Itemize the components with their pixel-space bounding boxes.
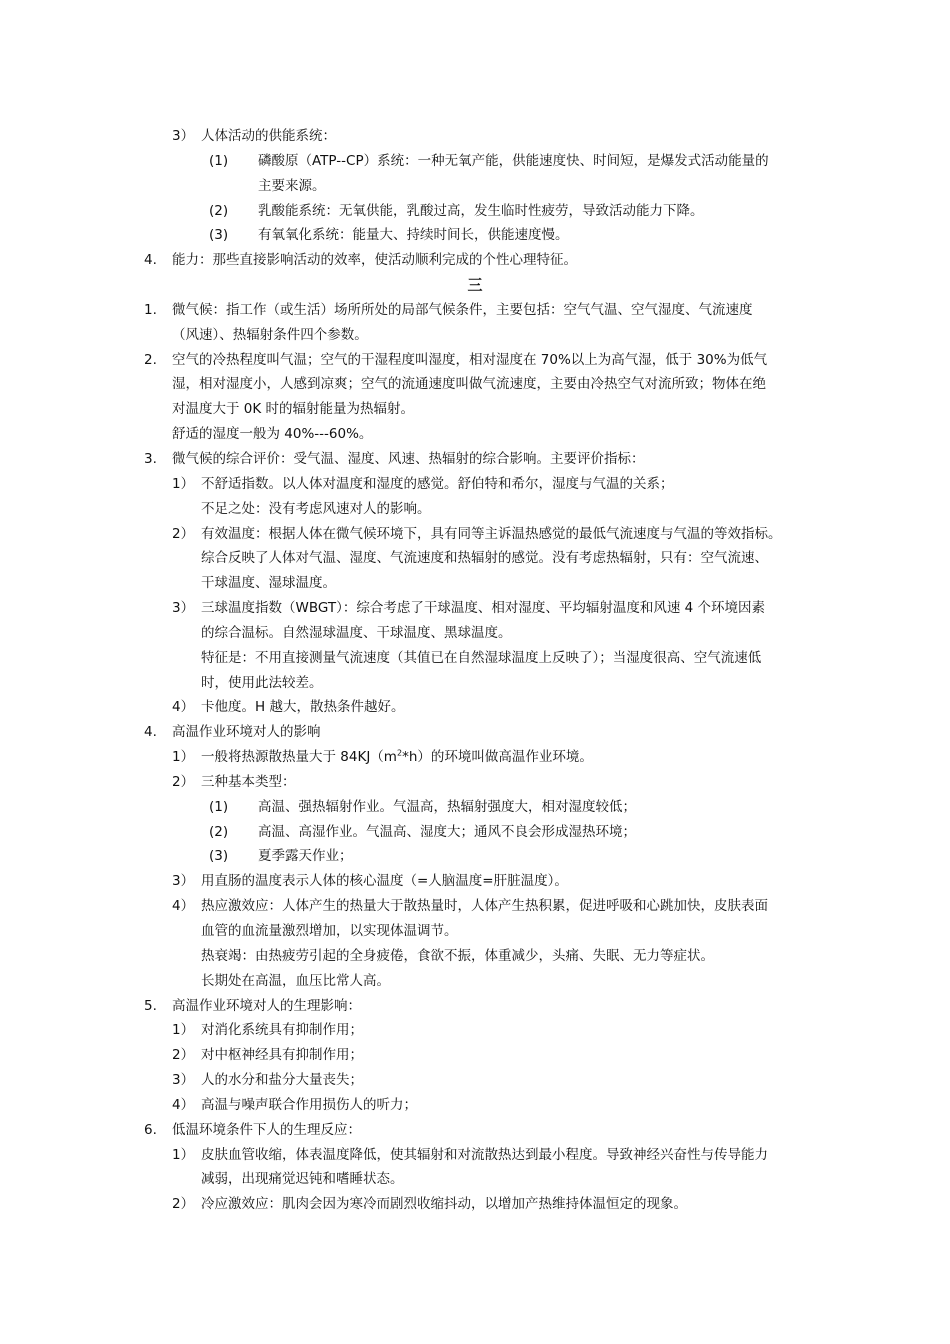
line-text: [201, 1068, 363, 1093]
line-text: [172, 1118, 361, 1143]
section-heading: [0, 273, 950, 298]
line-text-main: 卡他度。H 越大，散热条件越好。: [201, 699, 405, 716]
list-marker: 1.: [144, 301, 157, 318]
list-marker: 1）: [172, 749, 195, 766]
line-text: [172, 397, 414, 422]
line-text: [201, 546, 768, 571]
line-text: [172, 372, 766, 397]
line-text: [201, 1167, 404, 1192]
list-marker: 6.: [144, 1121, 157, 1138]
line-text-main: 高温作业环境对人的生理影响：: [172, 997, 361, 1014]
text-line: [0, 1093, 950, 1118]
list-marker: 2）: [172, 773, 195, 790]
line-text: [172, 720, 321, 745]
superscript: 2: [396, 748, 403, 758]
list-marker: 3）: [172, 873, 195, 890]
list-marker: 4）: [172, 699, 195, 716]
text-line: [0, 844, 950, 869]
text-line: [0, 1018, 950, 1043]
line-text: [258, 149, 769, 174]
text-line: [0, 969, 950, 994]
text-line: [0, 422, 950, 447]
line-text: [172, 447, 645, 472]
line-text-main: 冷应激效应：肌肉会因为寒冷而剧烈收缩抖动，以增加产热维持体温恒定的现象。: [201, 1196, 687, 1213]
line-text-main: 热应激效应：人体产生的热量大于散热量时，人体产生热积累，促进呼吸和心跳加快，皮肤表面: [201, 898, 768, 915]
line-text: [201, 1093, 417, 1118]
text-line: [0, 745, 950, 770]
list-marker: 1）: [172, 1022, 195, 1039]
line-text-main: 对消化系统具有抑制作用；: [201, 1022, 363, 1039]
text-line: [0, 497, 950, 522]
list-marker: 2）: [172, 525, 195, 542]
line-text: [201, 1018, 363, 1043]
line-text-main: 高温作业环境对人的影响: [172, 724, 321, 741]
text-line: [0, 223, 950, 248]
text-line: [0, 720, 950, 745]
list-marker: (3): [209, 848, 229, 865]
list-marker: 2）: [172, 1196, 195, 1213]
text-line: [0, 1167, 950, 1192]
text-line: [0, 695, 950, 720]
line-text-main: 用直肠的温度表示人体的核心温度（=人脑温度=肝脏温度）。: [201, 873, 568, 890]
line-text-main: 高温、强热辐射作业。气温高，热辐射强度大，相对湿度较低；: [258, 798, 636, 815]
text-line: [0, 596, 950, 621]
line-text-main: 血管的血流量激烈增加，以实现体温调节。: [201, 923, 458, 939]
list-marker: 4）: [172, 898, 195, 915]
line-text-main: 一般将热源散热量大于 84KJ（m: [201, 749, 397, 766]
line-text: [201, 969, 390, 994]
list-marker: (2): [209, 202, 229, 219]
text-line: [0, 472, 950, 497]
line-text: [201, 522, 782, 547]
line-text: [201, 124, 336, 149]
text-line: [0, 621, 950, 646]
line-text: [258, 844, 353, 869]
line-text: [201, 944, 714, 969]
list-marker: 2）: [172, 1047, 195, 1064]
text-line: [0, 372, 950, 397]
list-marker: (2): [209, 823, 229, 840]
line-text-main: 夏季露天作业；: [258, 848, 353, 865]
line-text: [172, 298, 753, 323]
line-text: [201, 646, 761, 671]
line-text-main: 不舒适指数。以人体对温度和湿度的感觉。舒伯特和希尔，湿度与气温的关系；: [201, 475, 674, 492]
list-marker: (3): [209, 227, 229, 244]
line-text-main: 微气候：指工作（或生活）场所所处的局部气候条件，主要包括：空气气温、空气湿度、气流速度: [172, 301, 753, 318]
text-line: [0, 994, 950, 1019]
list-marker: 3）: [172, 600, 195, 617]
text-line: [0, 397, 950, 422]
text-line: [0, 323, 950, 348]
text-line: [0, 1118, 950, 1143]
list-marker: 3）: [172, 1072, 195, 1089]
list-marker: 2.: [144, 351, 157, 368]
line-text: [258, 199, 704, 224]
list-marker: 1）: [172, 1146, 195, 1163]
line-text-main: 干球温度、湿球温度。: [201, 575, 336, 592]
text-line: [0, 671, 950, 696]
line-text: [201, 1043, 363, 1068]
list-marker: 3.: [144, 450, 157, 467]
text-line: [0, 571, 950, 596]
line-text: [201, 770, 296, 795]
text-line: [0, 894, 950, 919]
line-text-after: *h）的环境叫做高温作业环境。: [402, 749, 593, 766]
line-text: [172, 422, 372, 447]
text-line: [0, 1043, 950, 1068]
text-line: [0, 919, 950, 944]
section-heading-text: 三: [467, 276, 483, 295]
line-text-main: 时，使用此法较差。: [201, 674, 323, 691]
line-text-main: 高温、高湿作业。气温高、湿度大；通风不良会形成湿热环境；: [258, 823, 636, 840]
line-text: [172, 348, 767, 373]
line-text-main: 湿，相对湿度小，人感到凉爽；空气的流通速度叫做气流速度，主要由冷热空气对流所致；物体在绝: [172, 376, 766, 393]
line-text-main: 主要来源。: [258, 177, 326, 194]
line-text: [201, 1143, 768, 1168]
line-text: [201, 894, 768, 919]
line-text: [172, 323, 368, 348]
line-text: [201, 745, 593, 770]
line-text-main: 有效温度：根据人体在微气候环境下，具有同等主诉温热感觉的最低气流速度与气温的等效指标。: [201, 525, 782, 542]
text-line: [0, 124, 950, 149]
text-line: [0, 248, 950, 273]
line-text-main: 减弱，出现痛觉迟钝和嗜睡状态。: [201, 1171, 404, 1188]
line-text: [201, 695, 404, 720]
line-text: [258, 820, 636, 845]
line-text-main: 能力：那些直接影响活动的效率，使活动顺利完成的个性心理特征。: [172, 252, 577, 269]
line-text-main: 综合反映了人体对气温、湿度、气流速度和热辐射的感觉。没有考虑热辐射，只有：空气流速、: [201, 550, 768, 567]
line-text-main: 对中枢神经具有抑制作用；: [201, 1047, 363, 1064]
text-line: [0, 869, 950, 894]
list-marker: 5.: [144, 997, 157, 1014]
list-marker: 1）: [172, 475, 195, 492]
line-text: [201, 497, 431, 522]
line-text-main: 长期处在高温，血压比常人高。: [201, 972, 390, 989]
text-line: [0, 199, 950, 224]
line-text-main: 人体活动的供能系统：: [201, 128, 336, 144]
line-text: [172, 248, 577, 273]
text-line: [0, 795, 950, 820]
line-text-main: 人的水分和盐分大量丧失；: [201, 1072, 363, 1089]
line-text-main: （风速）、热辐射条件四个参数。: [172, 326, 368, 343]
list-marker: 4.: [144, 724, 157, 741]
text-line: [0, 447, 950, 472]
list-marker: 3）: [172, 128, 195, 144]
line-text-main: 有氧氧化系统：能量大、持续时间长，供能速度慢。: [258, 227, 569, 244]
line-text: [201, 869, 568, 894]
line-text: [201, 919, 458, 944]
text-line: [0, 1143, 950, 1168]
line-text-main: 空气的冷热程度叫气温；空气的干湿程度叫湿度，相对湿度在 70%以上为高气湿，低于 30%为低气: [172, 351, 768, 368]
text-line: [0, 1192, 950, 1217]
text-line: [0, 298, 950, 323]
line-text-main: 舒适的湿度一般为 40%---60%。: [172, 426, 373, 443]
line-text-main: 皮肤血管收缩，体表温度降低，使其辐射和对流散热达到最小程度。导致神经兴奋性与传导能力: [201, 1146, 768, 1163]
text-line: [0, 149, 950, 174]
list-marker: 4.: [144, 252, 157, 269]
line-text: [201, 472, 674, 497]
line-text-main: 不足之处：没有考虑风速对人的影响。: [201, 500, 431, 517]
line-text-main: 的综合温标。自然湿球温度、干球温度、黑球温度。: [201, 624, 512, 641]
line-text: [201, 621, 512, 646]
list-marker: 4）: [172, 1096, 195, 1113]
line-text-main: 三种基本类型：: [201, 773, 296, 790]
text-line: [0, 646, 950, 671]
text-line: [0, 348, 950, 373]
line-text-main: 对温度大于 0K 时的辐射能量为热辐射。: [172, 401, 415, 418]
line-text-main: 特征是：不用直接测量气流速度（其值已在自然湿球温度上反映了）；当湿度很高、空气流速低: [201, 649, 762, 666]
line-text: [201, 596, 765, 621]
text-line: [0, 1068, 950, 1093]
line-text: [258, 223, 569, 248]
line-text: [172, 994, 361, 1019]
list-marker: (1): [209, 152, 229, 169]
line-text-main: 三球温度指数（WBGT）：综合考虑了干球温度、相对湿度、平均辐射温度和风速 4 个环境因素: [201, 600, 766, 617]
text-line: [0, 820, 950, 845]
line-text-main: 微气候的综合评价：受气温、湿度、风速、热辐射的综合影响。主要评价指标：: [172, 450, 645, 467]
line-text-main: 乳酸能系统：无氧供能，乳酸过高，发生临时性疲劳，导致活动能力下降。: [258, 202, 704, 219]
text-line: [0, 770, 950, 795]
line-text: [258, 795, 636, 820]
line-text-main: 热衰竭：由热疲劳引起的全身疲倦，食欲不振，体重减少，头痛、失眠、无力等症状。: [201, 947, 714, 964]
document-body: [0, 124, 950, 1217]
line-text: [258, 174, 326, 199]
text-line: [0, 944, 950, 969]
text-line: [0, 522, 950, 547]
line-text: [201, 571, 336, 596]
list-marker: (1): [209, 798, 229, 815]
line-text: [201, 1192, 687, 1217]
text-line: [0, 546, 950, 571]
line-text: [201, 671, 323, 696]
line-text-main: 磷酸原（ATP--CP）系统：一种无氧产能，供能速度快、时间短，是爆发式活动能量的: [258, 152, 769, 169]
line-text-main: 低温环境条件下人的生理反应：: [172, 1121, 361, 1138]
text-line: [0, 174, 950, 199]
line-text-main: 高温与噪声联合作用损伤人的听力；: [201, 1096, 417, 1113]
